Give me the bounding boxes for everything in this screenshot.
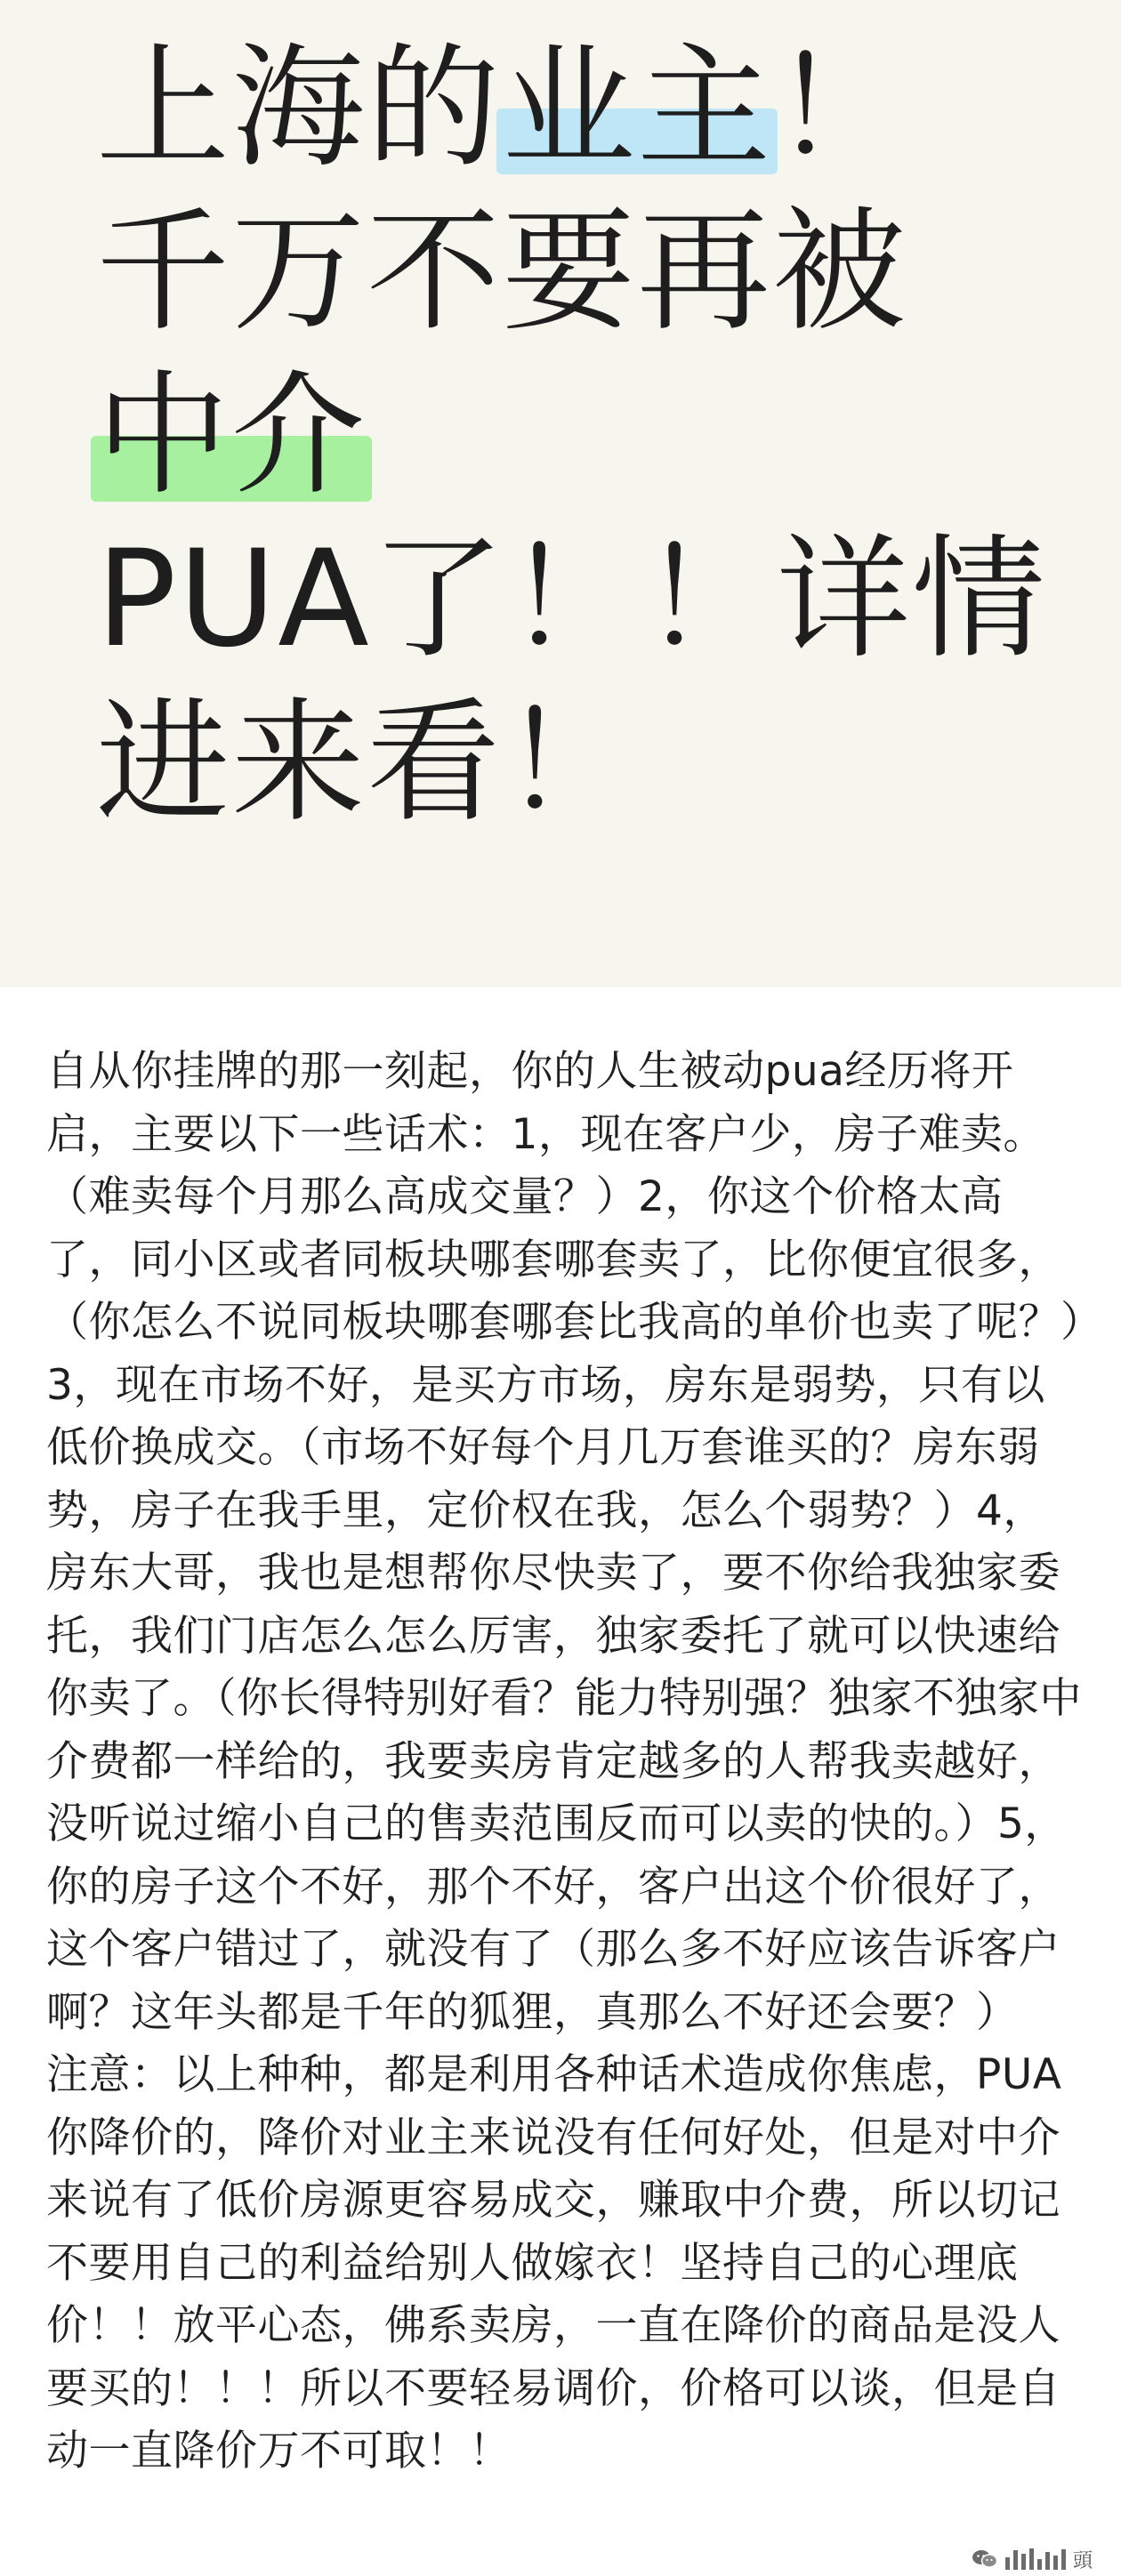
- headline-text: 进来看！: [96, 686, 638, 841]
- highlight-agent: [96, 354, 367, 518]
- headline-text: 千万不要再被: [96, 195, 908, 350]
- wechat-icon: [972, 2548, 998, 2570]
- highlight-owner: [502, 27, 772, 190]
- cover-image: [0, 0, 1121, 987]
- article-body: [46, 1041, 1087, 2483]
- headline-line-5: [96, 681, 1101, 845]
- headline-text: ！: [772, 31, 908, 186]
- article-paragraph-2: 注意：以上种种，都是利用各种话术造成你焦虑，PUA你降价的，降价对业主来说没有任何好处，但是对中介来说有了低价房源更容易成交，赚取中介费，所以切记不要用自己的利益给别人做嫁衣！坚持自己的心理底价！！放平心态，佛系卖房，一直在降价的商品是没人要买的！！！所以不要轻易调价，价格可以谈，但是自动一直降价万不可取！！: [46, 2050, 1062, 2475]
- headline-highlight-text: 业主: [502, 31, 773, 186]
- headline-line-3: [96, 354, 1101, 518]
- watermark-bars: [1005, 2548, 1066, 2570]
- headline-text: 上海的: [96, 31, 503, 186]
- headline-line-4: [96, 518, 1101, 681]
- headline-line-1: [96, 27, 1101, 190]
- headline-text: PUA了！！详情: [96, 522, 1047, 677]
- article-paragraph-1: 自从你挂牌的那一刻起，你的人生被动pua经历将开启，主要以下一些话术：1，现在客户少，房子难卖。（难卖每个月那么高成交量？）2，你这个价格太高了，同小区或者同板块哪套哪套卖了，比你便宜很多，（你怎么不说同板块哪套哪套比我高的单价也卖了呢？）3，现在市场不好，是买方市场，房东是弱势，只有以低价换成交。（市场不好每个月几万套谁买的？房东弱势，房子在我手里，定价权在我，怎么个弱势？）4，房东大哥，我也是想帮你尽快卖了，要不你给我独家委托，我们门店怎么怎么厉害，独家委托了就可以快速给你卖了。（你长得特别好看？能力特别强？独家不独家中介费都一样给的，我要卖房肯定越多的人帮我卖越好，没听说过缩小自己的售卖范围反而可以卖的快的。）5，你的房子这个不好，那个不好，客户出这个价很好了，这个客户错过了，就没有了（那么多不好应该告诉客户啊？这年头都是千年的狐狸，真那么不好还会要？）: [46, 1047, 1082, 2037]
- watermark-text: 頭: [1072, 2549, 1093, 2572]
- headline-highlight-text: 中介: [96, 358, 367, 513]
- source-watermark: [964, 2542, 1100, 2576]
- headline: [96, 27, 1101, 845]
- headline-line-2: [96, 190, 1101, 354]
